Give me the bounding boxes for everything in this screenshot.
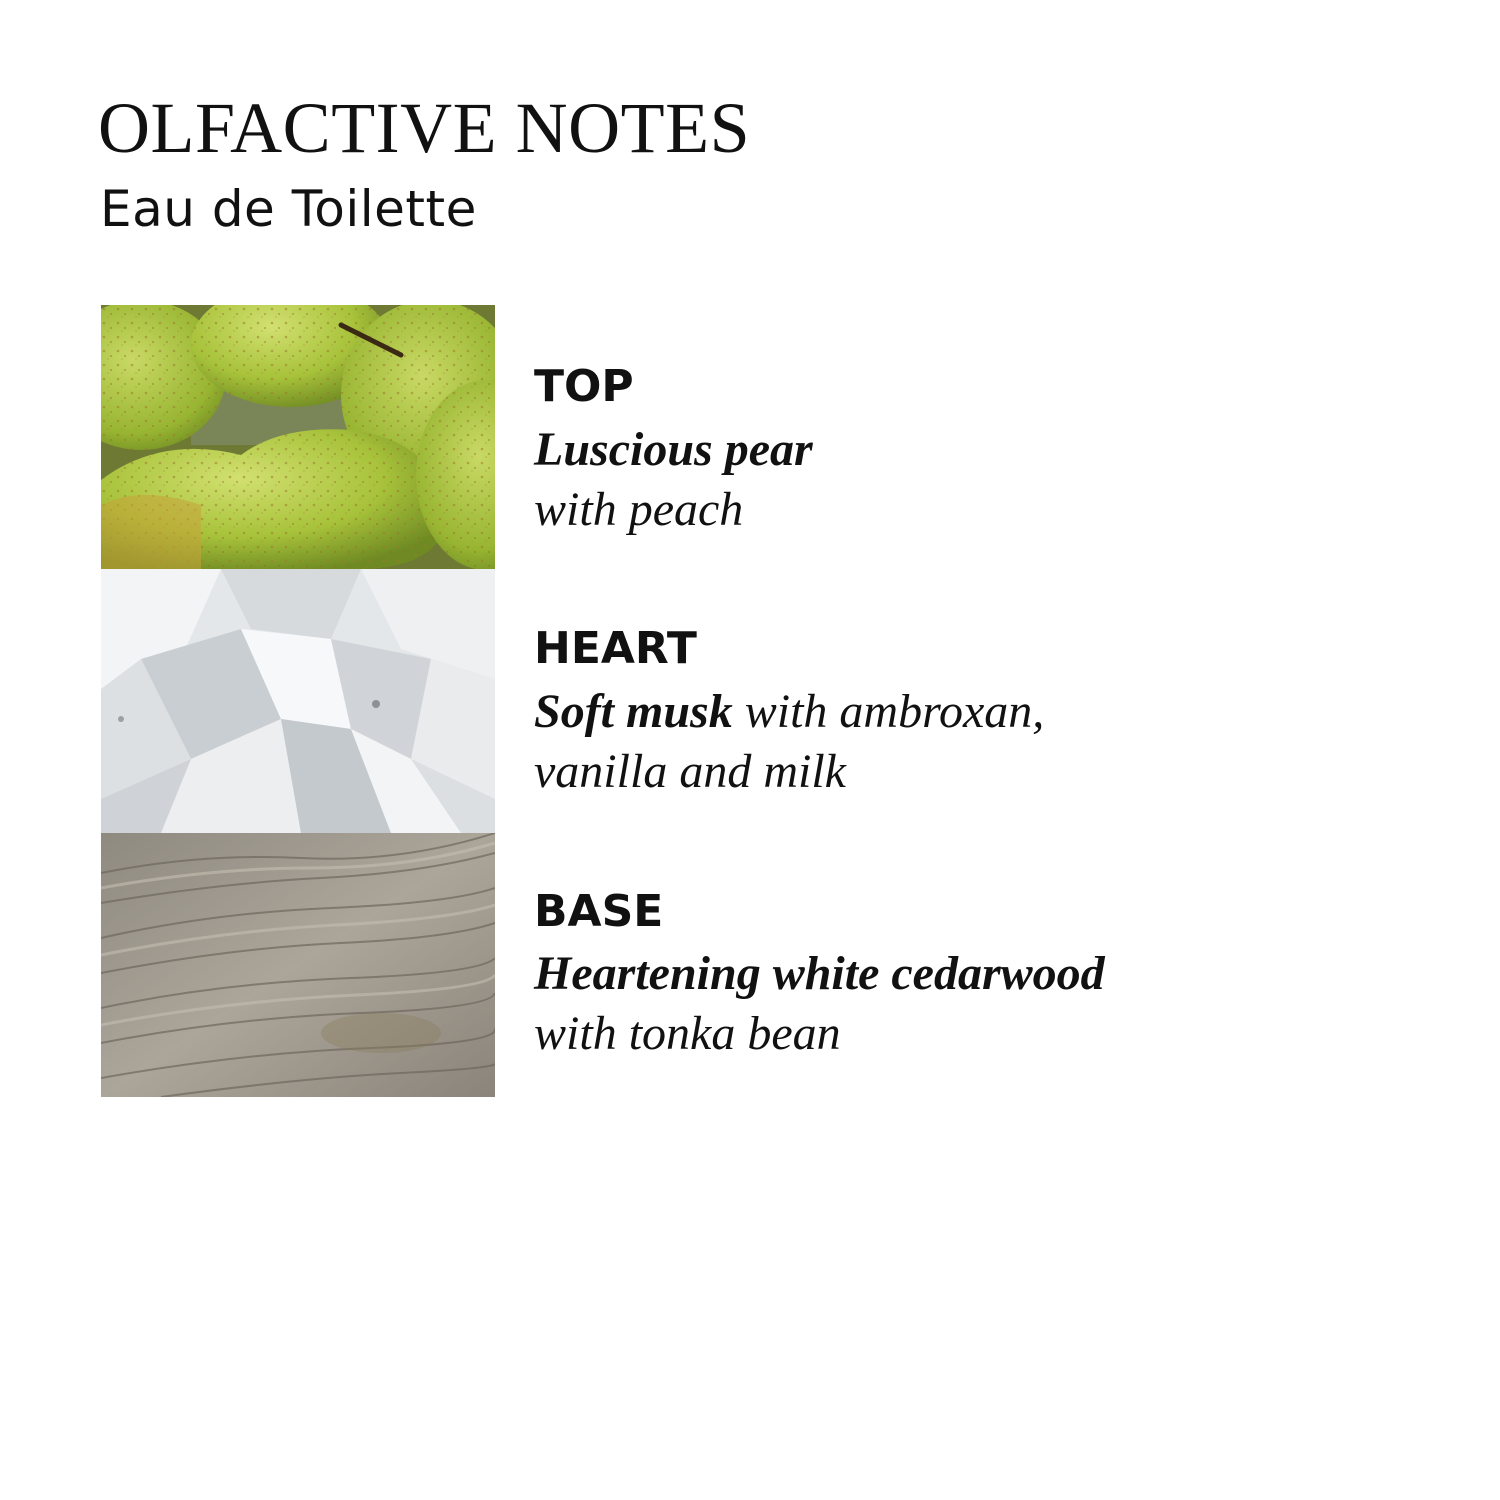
note-label-top: TOP	[534, 361, 634, 412]
note-label-heart: HEART	[534, 623, 697, 674]
weathered-wood-photo	[101, 833, 495, 1097]
note-highlight-base: Heartening white cedarwood	[534, 947, 1105, 1000]
page-title: OLFACTIVE NOTES	[98, 88, 751, 168]
note-line1-top	[534, 422, 813, 478]
note-line2-base: with tonka bean	[534, 1007, 841, 1060]
note-highlight-top: Luscious pear	[534, 423, 813, 476]
page-subtitle: Eau de Toilette	[100, 180, 477, 238]
note-line2-heart: vanilla and milk	[534, 745, 846, 798]
note-label-base: BASE	[534, 886, 664, 937]
note-rest-heart: with ambroxan,	[732, 685, 1045, 738]
pears-photo	[101, 305, 495, 569]
note-line2-top: with peach	[534, 483, 744, 536]
note-line1-heart	[534, 684, 1044, 740]
note-line1-base	[534, 946, 1105, 1002]
quartz-crystals-photo	[101, 569, 495, 833]
note-highlight-heart: Soft musk	[534, 685, 733, 738]
